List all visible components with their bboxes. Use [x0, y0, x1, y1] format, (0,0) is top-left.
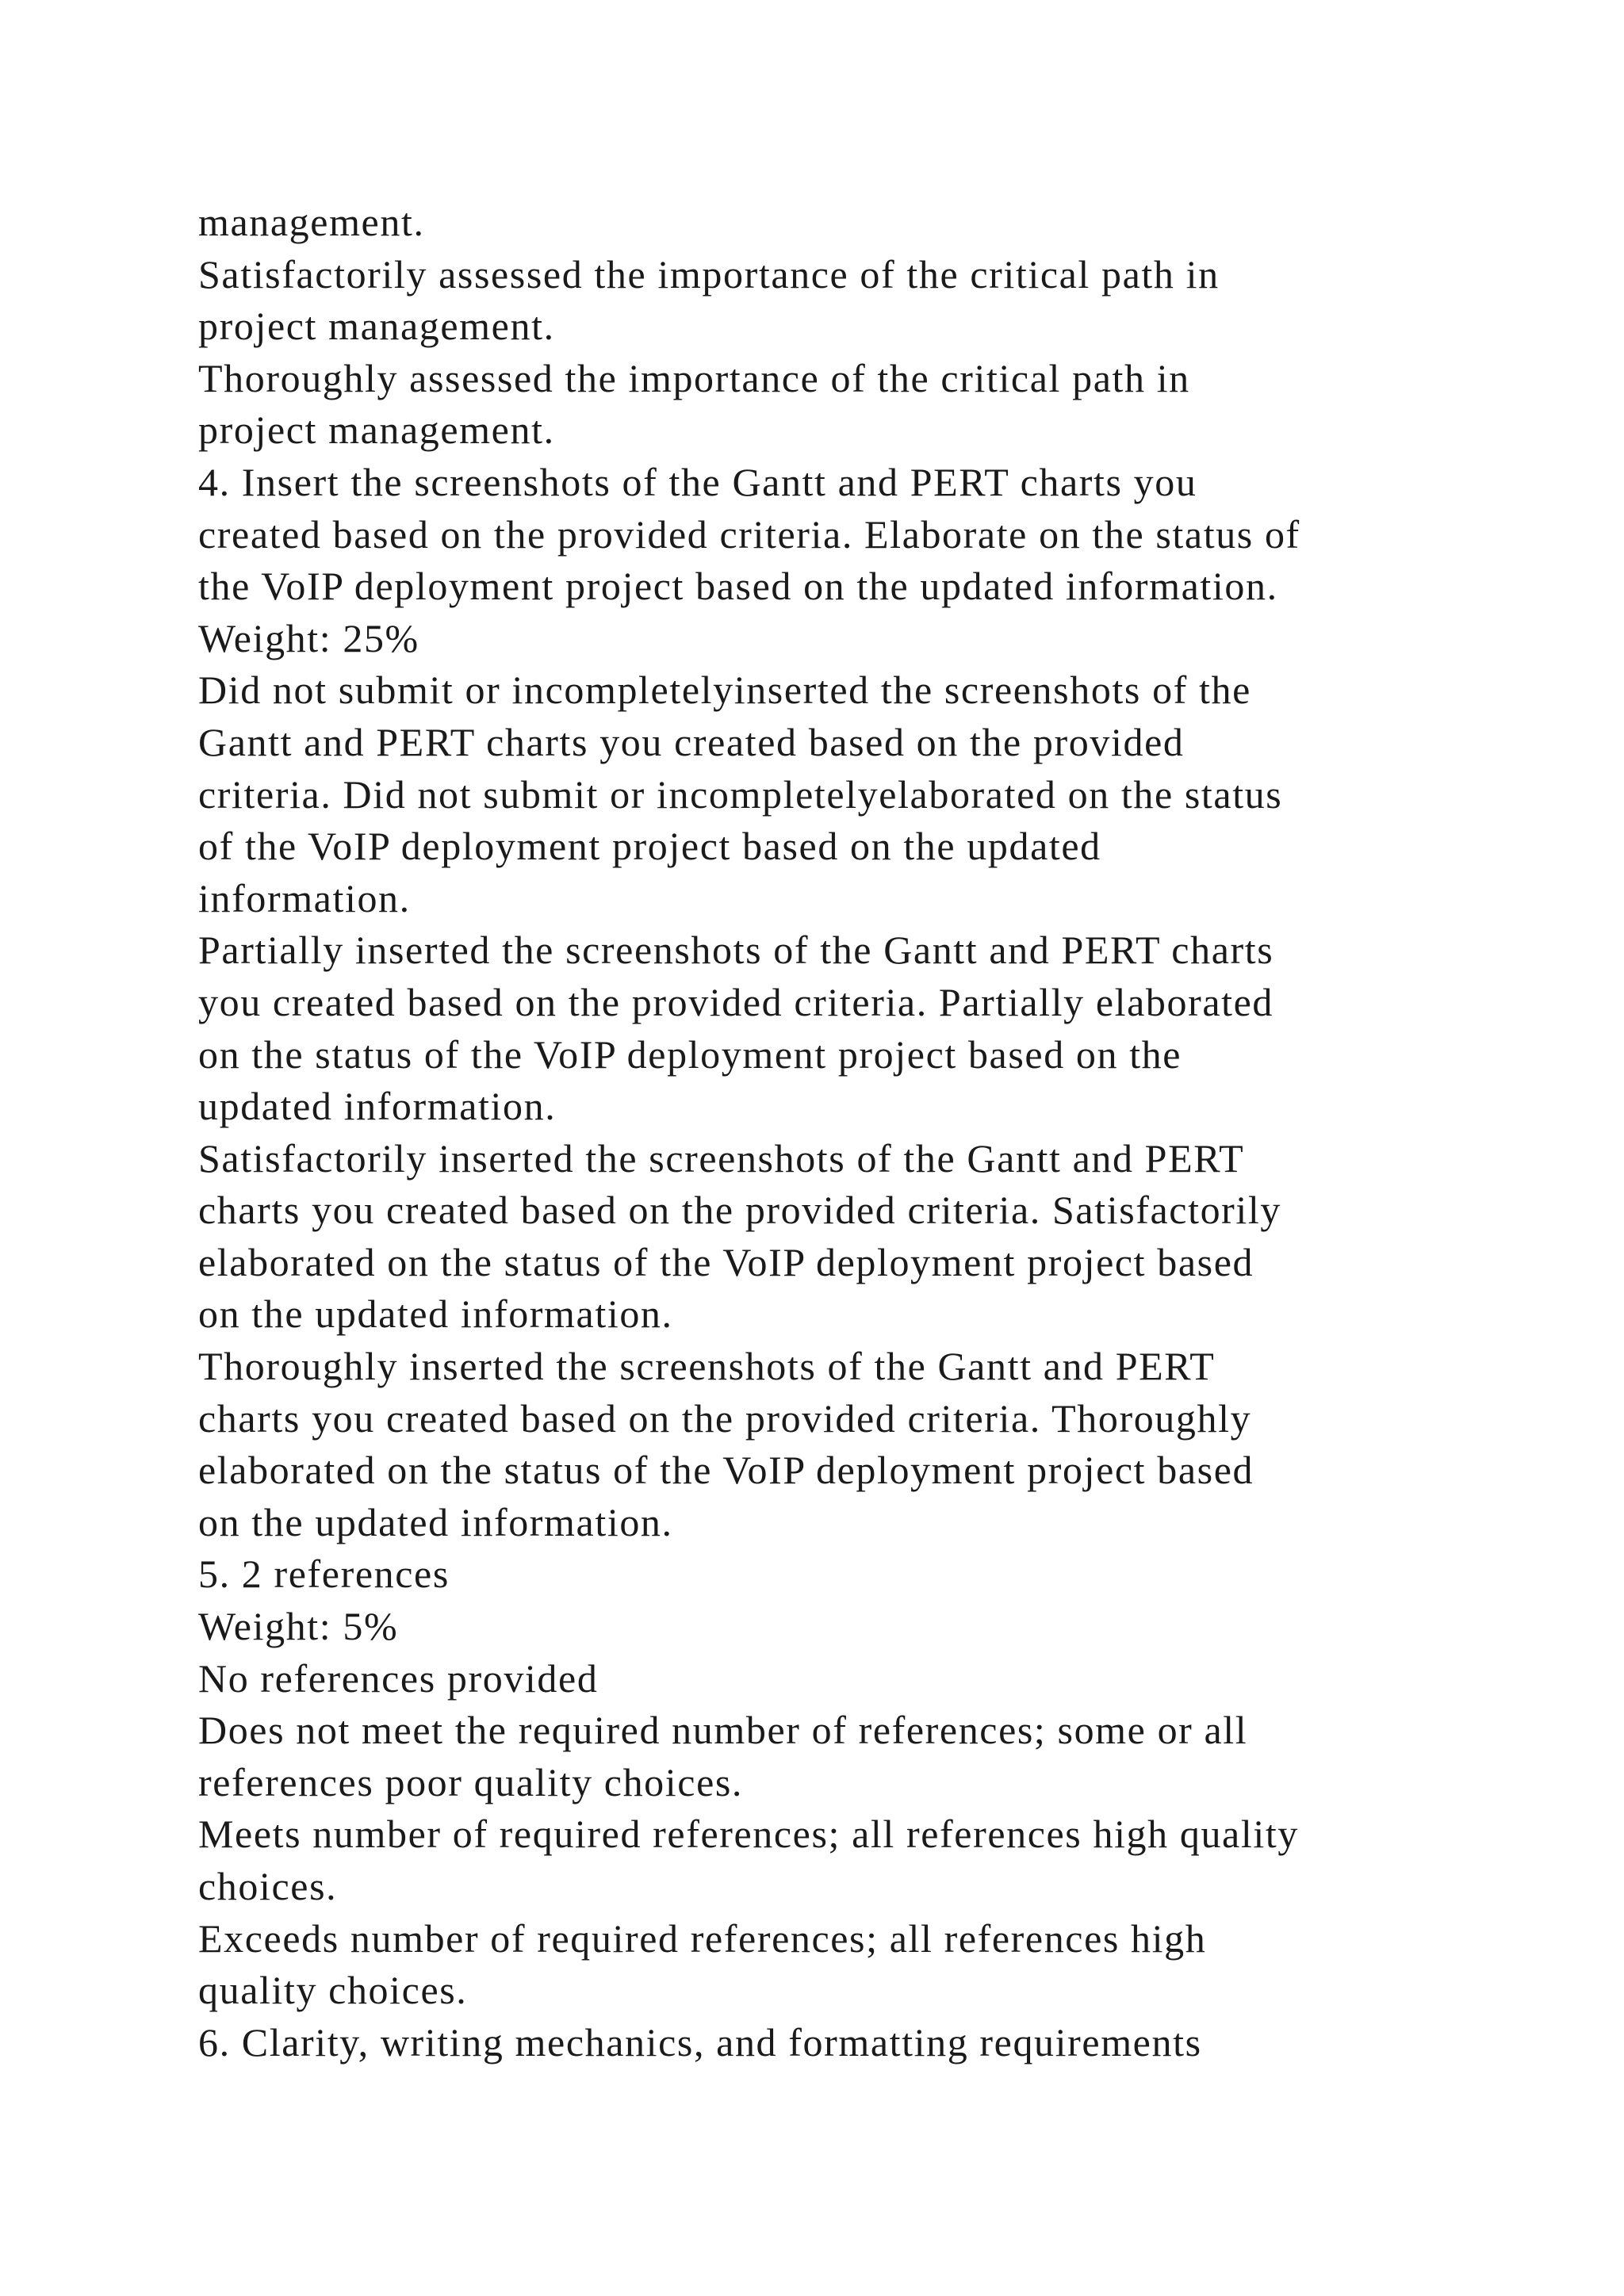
text-line: Partially inserted the screenshots of the Gantt and PERT charts	[198, 928, 1274, 973]
text-line: on the updated information.	[198, 1292, 673, 1337]
text-line: 5. 2 references	[198, 1552, 450, 1597]
text-line: management.	[198, 200, 425, 244]
text-line: Exceeds number of required references; all references high	[198, 1915, 1207, 1961]
text-line: updated information.	[198, 1084, 557, 1129]
text-line: you created based on the provided criteria. Partially elaborated	[198, 979, 1274, 1024]
text-line: Satisfactorily assessed the importance of the critical path in	[198, 251, 1220, 297]
document-body	[198, 197, 1546, 2068]
text-line: 4. Insert the screenshots of the Gantt and PERT charts you	[198, 459, 1197, 504]
text-line: Thoroughly inserted the screenshots of the Gantt and PERT	[198, 1344, 1216, 1389]
text-line: elaborated on the status of the VoIP deployment project based	[198, 1448, 1254, 1493]
text-line: Does not meet the required number of references; some or all	[198, 1708, 1248, 1753]
text-line: Weight: 5%	[198, 1604, 399, 1649]
text-line: criteria. Did not submit or incompletelyelaborated on the status	[198, 771, 1283, 817]
text-line: on the updated information.	[198, 1499, 673, 1544]
text-line: Satisfactorily inserted the screenshots of the Gantt and PERT	[198, 1135, 1245, 1181]
text-line: charts you created based on the provided criteria. Satisfactorily	[198, 1188, 1282, 1233]
text-line: choices.	[198, 1864, 338, 1908]
text-line: created based on the provided criteria. Elaborate on the status of	[198, 511, 1300, 557]
text-line: project management.	[198, 304, 555, 349]
text-line: the VoIP deployment project based on the updated information.	[198, 564, 1278, 609]
text-line: Weight: 25%	[198, 615, 419, 660]
text-line: quality choices.	[198, 1968, 468, 2013]
text-line: Did not submit or incompletelyinserted the screenshots of the	[198, 668, 1251, 713]
text-line: references poor quality choices.	[198, 1759, 744, 1804]
text-line: elaborated on the status of the VoIP deployment project based	[198, 1239, 1254, 1284]
text-line: Thoroughly assessed the importance of the critical path in	[198, 355, 1190, 400]
text-line: charts you created based on the provided criteria. Thoroughly	[198, 1395, 1252, 1441]
text-line: Gantt and PERT charts you created based on the provided	[198, 719, 1185, 764]
text-line: Meets number of required references; all references high quality	[198, 1812, 1299, 1857]
text-line: No references provided	[198, 1655, 599, 1701]
text-line: on the status of the VoIP deployment project based on the	[198, 1031, 1182, 1077]
text-line: 6. Clarity, writing mechanics, and formatting requirements	[198, 2019, 1202, 2064]
text-line: project management.	[198, 408, 555, 453]
text-line: of the VoIP deployment project based on the updated	[198, 824, 1101, 869]
text-line: information.	[198, 875, 411, 920]
